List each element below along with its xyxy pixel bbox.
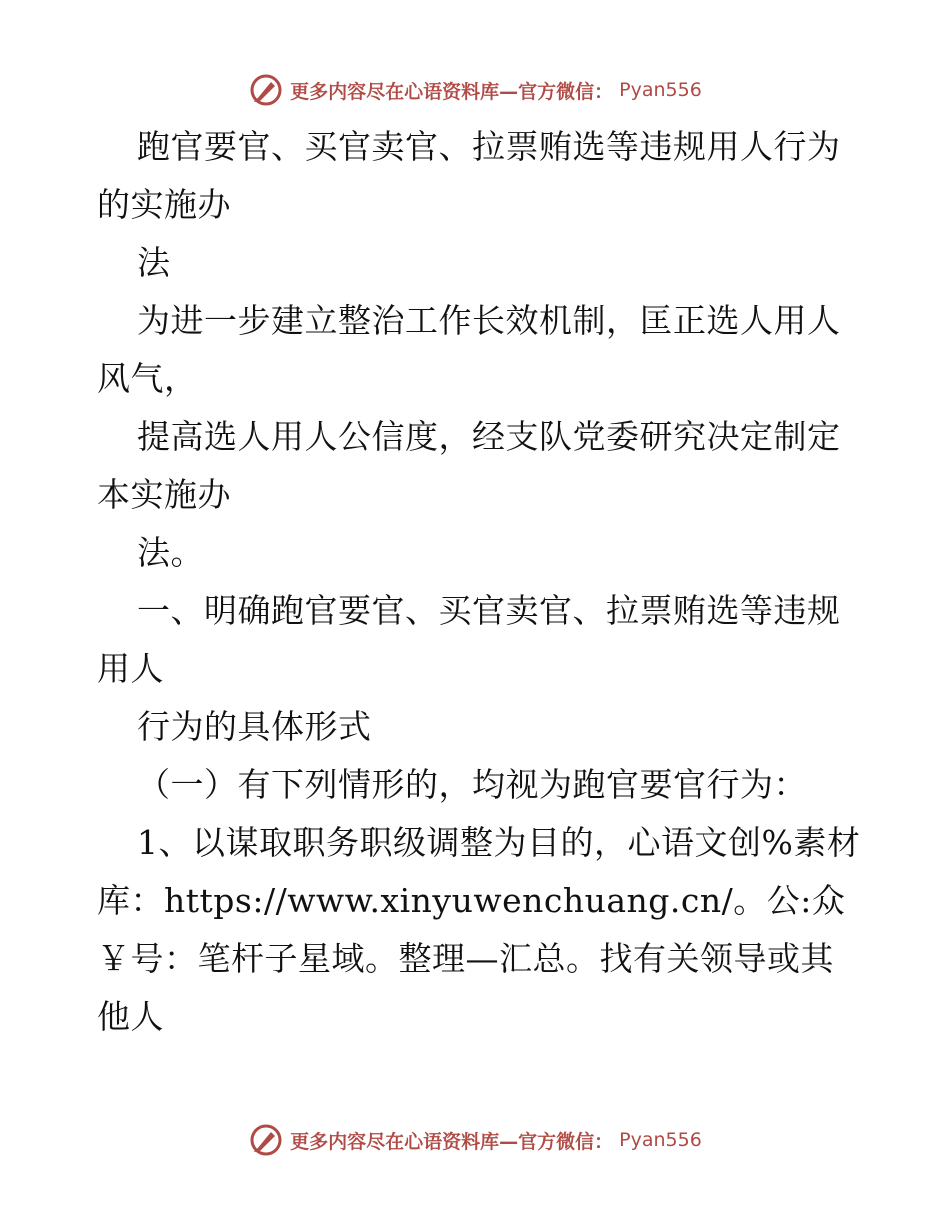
body-line: 法 <box>137 243 171 282</box>
header-banner <box>0 70 950 110</box>
body-line: 1、以谋取职务职级调整为目的，心语文创%素材 <box>137 823 861 862</box>
body-line: 法。 <box>137 533 204 572</box>
body-line: 用人 <box>97 649 164 688</box>
body-line: 本实施办 <box>97 475 231 514</box>
body-line: 的实施办 <box>97 185 231 224</box>
footer-banner-text: 更多内容尽在心语资料库—官方微信： <box>290 1130 614 1153</box>
body-line: 一、明确跑官要官、买官卖官、拉票贿选等违规 <box>137 591 841 630</box>
footer-banner-contact: Pyan556 <box>619 1129 702 1151</box>
pen-nib-logo-icon <box>248 72 284 108</box>
pen-nib-logo-icon <box>248 1122 284 1158</box>
body-line: 行为的具体形式 <box>137 707 372 746</box>
body-line: 风气， <box>97 359 198 398</box>
body-line: ￥号：笔杆子星域。整理—汇总。找有关领导或其 <box>97 939 834 978</box>
footer-banner <box>0 1120 950 1160</box>
body-line: 跑官要官、买官卖官、拉票贿选等违规用人行为 <box>137 127 841 166</box>
body-line: 提高选人用人公信度，经支队党委研究决定制定 <box>137 417 841 456</box>
body-line: 他人 <box>97 997 164 1036</box>
document-body <box>97 118 861 1046</box>
body-line: （一）有下列情形的，均视为跑官要官行为： <box>137 765 807 804</box>
header-banner-text: 更多内容尽在心语资料库—官方微信： <box>290 80 614 103</box>
body-line: 库：https://www.xinyuwenchuang.cn/。公:众 <box>97 881 846 920</box>
header-banner-contact: Pyan556 <box>619 79 702 101</box>
body-line: 为进一步建立整治工作长效机制，匡正选人用人 <box>137 301 841 340</box>
